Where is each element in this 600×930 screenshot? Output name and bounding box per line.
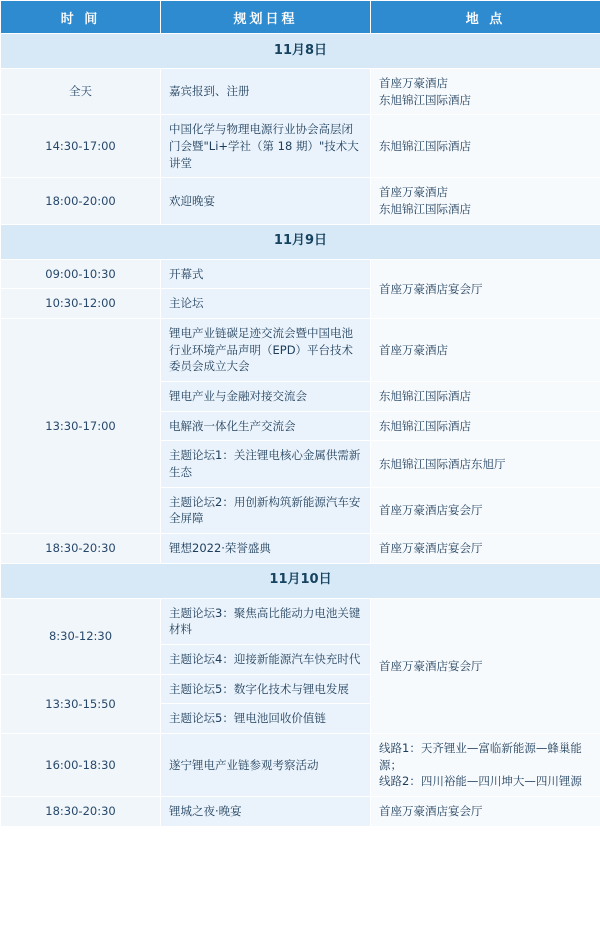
table-row xyxy=(1,115,600,178)
cell-agenda: 主题论坛3：聚焦高比能动力电池关键材料 xyxy=(161,598,371,644)
cell-agenda: 锂城之夜·晚宴 xyxy=(161,797,371,827)
table-row xyxy=(1,598,600,644)
header-agenda: 规划日程 xyxy=(161,1,371,34)
cell-time: 13:30-15:50 xyxy=(1,674,161,733)
cell-time: 18:00-20:00 xyxy=(1,178,161,224)
day-divider-row xyxy=(1,224,600,259)
cell-agenda: 开幕式 xyxy=(161,259,371,289)
cell-time: 09:00-10:30 xyxy=(1,259,161,289)
header-place: 地 点 xyxy=(371,1,600,34)
table-row xyxy=(1,797,600,827)
table-row xyxy=(1,69,600,115)
table-header-row xyxy=(1,1,600,34)
table-row xyxy=(1,734,600,797)
cell-place: 首座万豪酒店宴会厅 xyxy=(371,797,600,827)
cell-agenda: 主题论坛1：关注锂电核心金属供需新生态 xyxy=(161,441,371,487)
cell-agenda: 嘉宾报到、注册 xyxy=(161,69,371,115)
cell-agenda: 锂电产业链碳足迹交流会暨中国电池行业环境产品声明（EPD）平台技术委员会成立大会 xyxy=(161,319,371,382)
cell-agenda: 主题论坛5：数字化技术与锂电发展 xyxy=(161,674,371,704)
cell-place: 首座万豪酒店宴会厅 xyxy=(371,259,600,318)
day-label: 11月8日 xyxy=(1,34,600,69)
cell-time: 16:00-18:30 xyxy=(1,734,161,797)
cell-time: 13:30-17:00 xyxy=(1,319,161,534)
schedule-body xyxy=(1,34,600,827)
cell-time: 8:30-12:30 xyxy=(1,598,161,674)
cell-place: 首座万豪酒店宴会厅 xyxy=(371,598,600,733)
day-divider-row xyxy=(1,34,600,69)
cell-place: 首座万豪酒店 东旭锦江国际酒店 xyxy=(371,178,600,224)
cell-place: 首座万豪酒店宴会厅 xyxy=(371,487,600,533)
cell-place: 东旭锦江国际酒店 xyxy=(371,115,600,178)
cell-time: 10:30-12:00 xyxy=(1,289,161,319)
cell-agenda: 欢迎晚宴 xyxy=(161,178,371,224)
cell-time: 全天 xyxy=(1,69,161,115)
cell-agenda: 中国化学与物理电源行业协会高层闭门会暨"Li+学社（第 18 期）"技术大讲堂 xyxy=(161,115,371,178)
cell-agenda: 锂想2022·荣誉盛典 xyxy=(161,534,371,564)
day-label: 11月9日 xyxy=(1,224,600,259)
cell-agenda: 主题论坛4：迎接新能源汽车快充时代 xyxy=(161,645,371,675)
table-row xyxy=(1,319,600,382)
table-row xyxy=(1,259,600,289)
cell-place: 东旭锦江国际酒店 xyxy=(371,411,600,441)
cell-agenda: 主论坛 xyxy=(161,289,371,319)
day-divider-row xyxy=(1,563,600,598)
cell-time: 18:30-20:30 xyxy=(1,797,161,827)
cell-place: 线路1：天齐锂业—富临新能源—蜂巢能源； 线路2：四川裕能—四川坤大—四川锂源 xyxy=(371,734,600,797)
cell-agenda: 主题论坛2：用创新构筑新能源汽车安全屏障 xyxy=(161,487,371,533)
table-row xyxy=(1,178,600,224)
cell-time: 14:30-17:00 xyxy=(1,115,161,178)
cell-agenda: 锂电产业与金融对接交流会 xyxy=(161,382,371,412)
cell-agenda: 遂宁锂电产业链参观考察活动 xyxy=(161,734,371,797)
cell-place: 首座万豪酒店 东旭锦江国际酒店 xyxy=(371,69,600,115)
cell-place: 东旭锦江国际酒店 xyxy=(371,382,600,412)
header-time: 时 间 xyxy=(1,1,161,34)
cell-place: 东旭锦江国际酒店东旭厅 xyxy=(371,441,600,487)
cell-time: 18:30-20:30 xyxy=(1,534,161,564)
day-label: 11月10日 xyxy=(1,563,600,598)
cell-agenda: 主题论坛5：锂电池回收价值链 xyxy=(161,704,371,734)
cell-place: 首座万豪酒店 xyxy=(371,319,600,382)
cell-place: 首座万豪酒店宴会厅 xyxy=(371,534,600,564)
table-row xyxy=(1,534,600,564)
cell-agenda: 电解液一体化生产交流会 xyxy=(161,411,371,441)
